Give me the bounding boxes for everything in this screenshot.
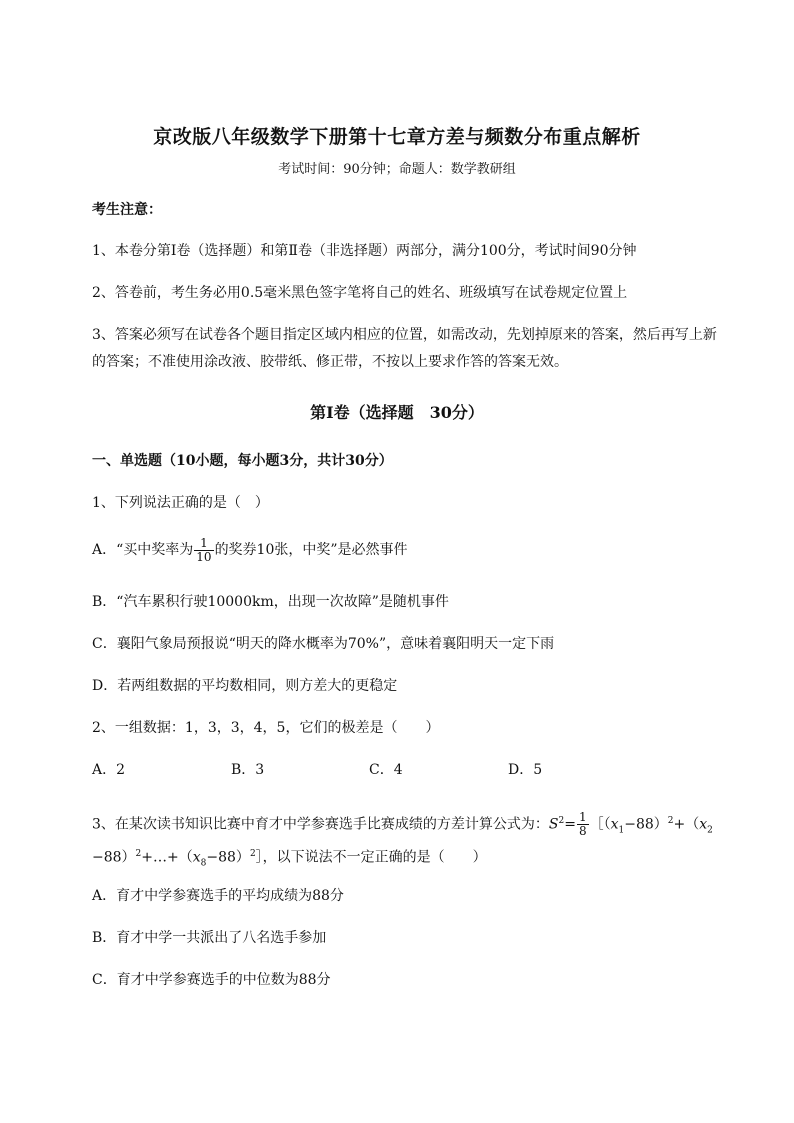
- q3-s-sup: 2: [558, 816, 565, 826]
- notice-item-3: 3、答案必须写在试卷各个题目指定区域内相应的位置，如需改动，先划掉原来的答案，然后再写上新: [92, 327, 717, 343]
- q2-option-c: C．4: [369, 762, 403, 778]
- q3-plus: +（: [673, 816, 700, 833]
- q3-f-denominator: 8: [578, 824, 587, 839]
- q2-stem: 2、一组数据：1，3，3，4，5，它们的极差是（ ）: [92, 720, 440, 736]
- q1-a-fraction: [194, 537, 213, 564]
- q3-x2: x: [699, 816, 708, 833]
- q3-x1: x: [610, 816, 619, 833]
- notice-heading: 考生注意：: [92, 202, 162, 218]
- q3-term8: −88）: [206, 849, 250, 866]
- q3-option-a: A．育才中学参赛选手的平均成绩为88分: [92, 888, 344, 904]
- q3-s: S: [548, 816, 559, 833]
- q1-a-pre: A．“买中奖率为: [92, 542, 194, 558]
- q2-option-a: A．2: [92, 762, 126, 778]
- q1-a-post: 的奖券10张，中奖”是必然事件: [214, 542, 408, 558]
- q3-option-b: B．育才中学一共派出了八名选手参加: [92, 930, 327, 946]
- q3-open: ［（: [589, 816, 611, 833]
- document-title: 京改版八年级数学下册第十七章方差与频数分布重点解析: [153, 126, 641, 148]
- notice-item-3-cont: 的答案；不准使用涂改液、胶带纸、修正带，不按以上要求作答的答案无效。: [92, 354, 568, 370]
- q3-line2-pre: −88）: [92, 849, 136, 866]
- document-subtitle: 考试时间：90分钟；命题人：数学教研组: [278, 162, 516, 177]
- q3-option-c: C．育才中学参赛选手的中位数为88分: [92, 972, 331, 988]
- q3-stem-pre: 3、在某次读书知识比赛中育才中学参赛选手比赛成绩的方差计算公式为：: [92, 816, 549, 833]
- q3-f-numerator: 1: [578, 810, 587, 825]
- q3-x8-sub: 8: [200, 858, 207, 869]
- q3-x2-sub: 2: [707, 825, 713, 836]
- q3-x8: x: [192, 849, 201, 866]
- q3-eq: =: [564, 816, 576, 833]
- q3-line2-post: ］，以下说法不一定正确的是（ ）: [255, 849, 487, 866]
- q3-line2-sq: 2: [135, 849, 142, 859]
- q1-a-numerator: 1: [194, 537, 213, 551]
- q1-stem: 1、下列说法正确的是（ ）: [92, 495, 269, 511]
- q3-x1-sub: 1: [618, 825, 625, 836]
- q3-stem-line1: [92, 803, 713, 848]
- q2-option-b: B．3: [231, 762, 265, 778]
- q3-fraction: [577, 811, 589, 838]
- notice-item-1: 1、本卷分第I卷（选择题）和第Ⅱ卷（非选择题）两部分，满分100分，考试时间90分钟: [92, 243, 637, 259]
- q3-term1-sq: 2: [667, 816, 674, 826]
- q3-term1: −88）: [624, 816, 668, 833]
- section-title: 第I卷（选择题 30分）: [310, 403, 484, 422]
- q3-stem-line2: [92, 844, 487, 873]
- part-heading: 一、单选题（10小题，每小题3分，共计30分）: [92, 453, 393, 469]
- q1-option-a: [92, 530, 408, 570]
- q1-a-denominator: 10: [196, 549, 212, 564]
- q1-option-d: D．若两组数据的平均数相同，则方差大的更稳定: [92, 678, 398, 694]
- q3-ellipsis: +…+（: [141, 849, 193, 866]
- q3-term8-sq: 2: [249, 849, 256, 859]
- q1-option-c: C．襄阳气象局预报说“明天的降水概率为70%”，意味着襄阳明天一定下雨: [92, 636, 555, 652]
- q1-option-b: B．“汽车累积行驶10000km，出现一次故障”是随机事件: [92, 594, 449, 610]
- notice-item-2: 2、答卷前，考生务必用0.5毫米黑色签字笔将自己的姓名、班级填写在试卷规定位置上: [92, 285, 628, 301]
- q2-option-d: D．5: [508, 762, 543, 778]
